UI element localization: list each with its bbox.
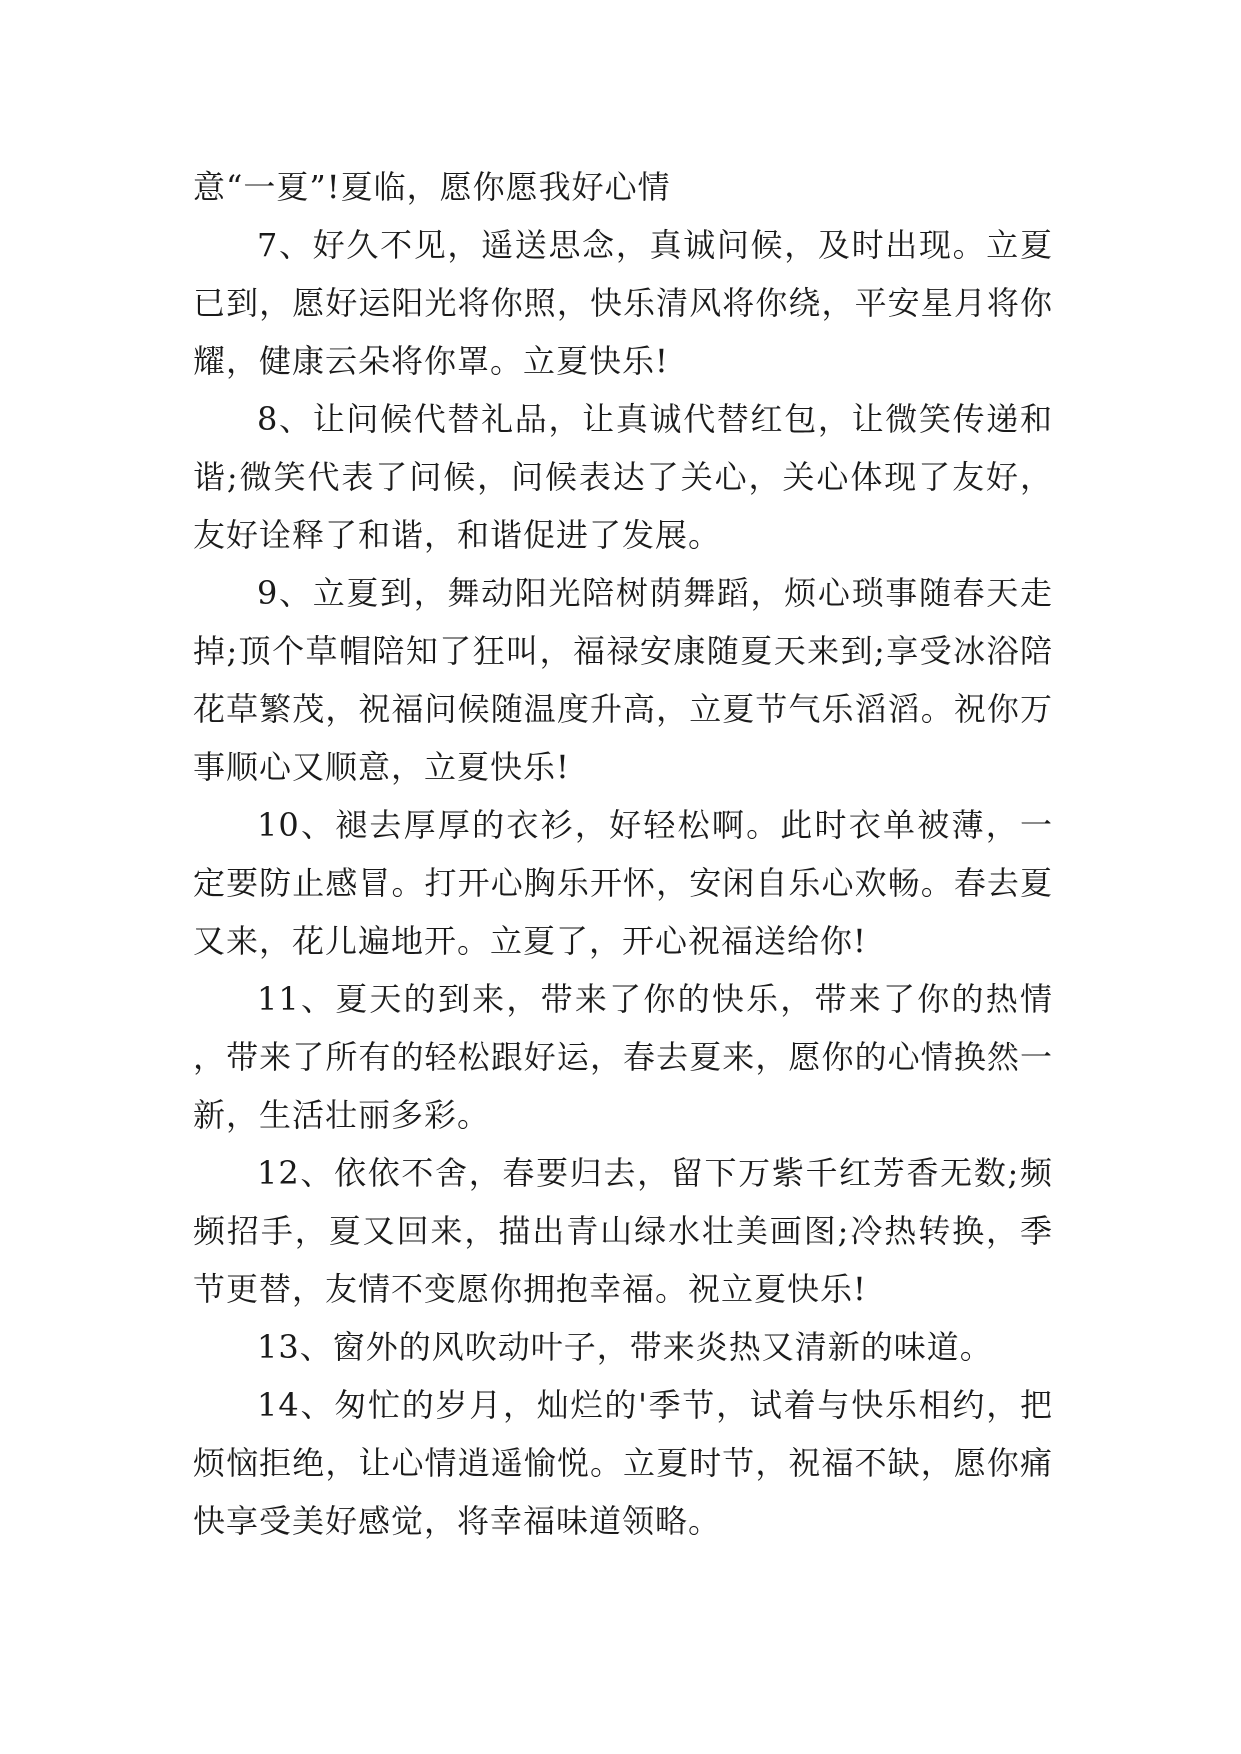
paragraph-item-8: 8、让问候代替礼品，让真诚代替红包，让微笑传递和谐;微笑代表了问候，问候表达了关心，关心体现了友好，友好诠释了和谐，和谐促进了发展。 <box>193 400 1053 554</box>
paragraph-item-7: 7、好久不见，遥送思念，真诚问候，及时出现。立夏已到，愿好运阳光将你照，快乐清风将你绕，平安星月将你耀，健康云朵将你罩。立夏快乐! <box>193 226 1053 380</box>
paragraph-item-10: 10、褪去厚厚的衣衫，好轻松啊。此时衣单被薄，一定要防止感冒。打开心胸乐开怀，安闲自乐心欢畅。春去夏又来，花儿遍地开。立夏了，开心祝福送给你! <box>193 806 1053 960</box>
document-body <box>193 158 1053 1550</box>
paragraph-item-12: 12、依依不舍，春要归去，留下万紫千红芳香无数;频频招手，夏又回来，描出青山绿水壮美画图;冷热转换，季节更替，友情不变愿你拥抱幸福。祝立夏快乐! <box>193 1154 1053 1308</box>
paragraph-continuation: 意“一夏”!夏临，愿你愿我好心情 <box>193 168 671 206</box>
paragraph-item-13: 13、窗外的风吹动叶子，带来炎热又清新的味道。 <box>257 1328 993 1366</box>
paragraph-item-11: 11、夏天的到来，带来了你的快乐，带来了你的热情，带来了所有的轻松跟好运，春去夏来，愿你的心情换然一新，生活壮丽多彩。 <box>193 980 1053 1134</box>
paragraph-item-9: 9、立夏到，舞动阳光陪树荫舞蹈，烦心琐事随春天走掉;顶个草帽陪知了狂叫，福禄安康随夏天来到;享受冰浴陪花草繁茂，祝福问候随温度升高，立夏节气乐滔滔。祝你万事顺心又顺意，立夏快乐! <box>193 574 1053 786</box>
paragraph-item-14: 14、匆忙的岁月，灿烂的'季节，试着与快乐相约，把烦恼拒绝，让心情逍遥愉悦。立夏时节，祝福不缺，愿你痛快享受美好感觉，将幸福味道领略。 <box>193 1386 1053 1540</box>
